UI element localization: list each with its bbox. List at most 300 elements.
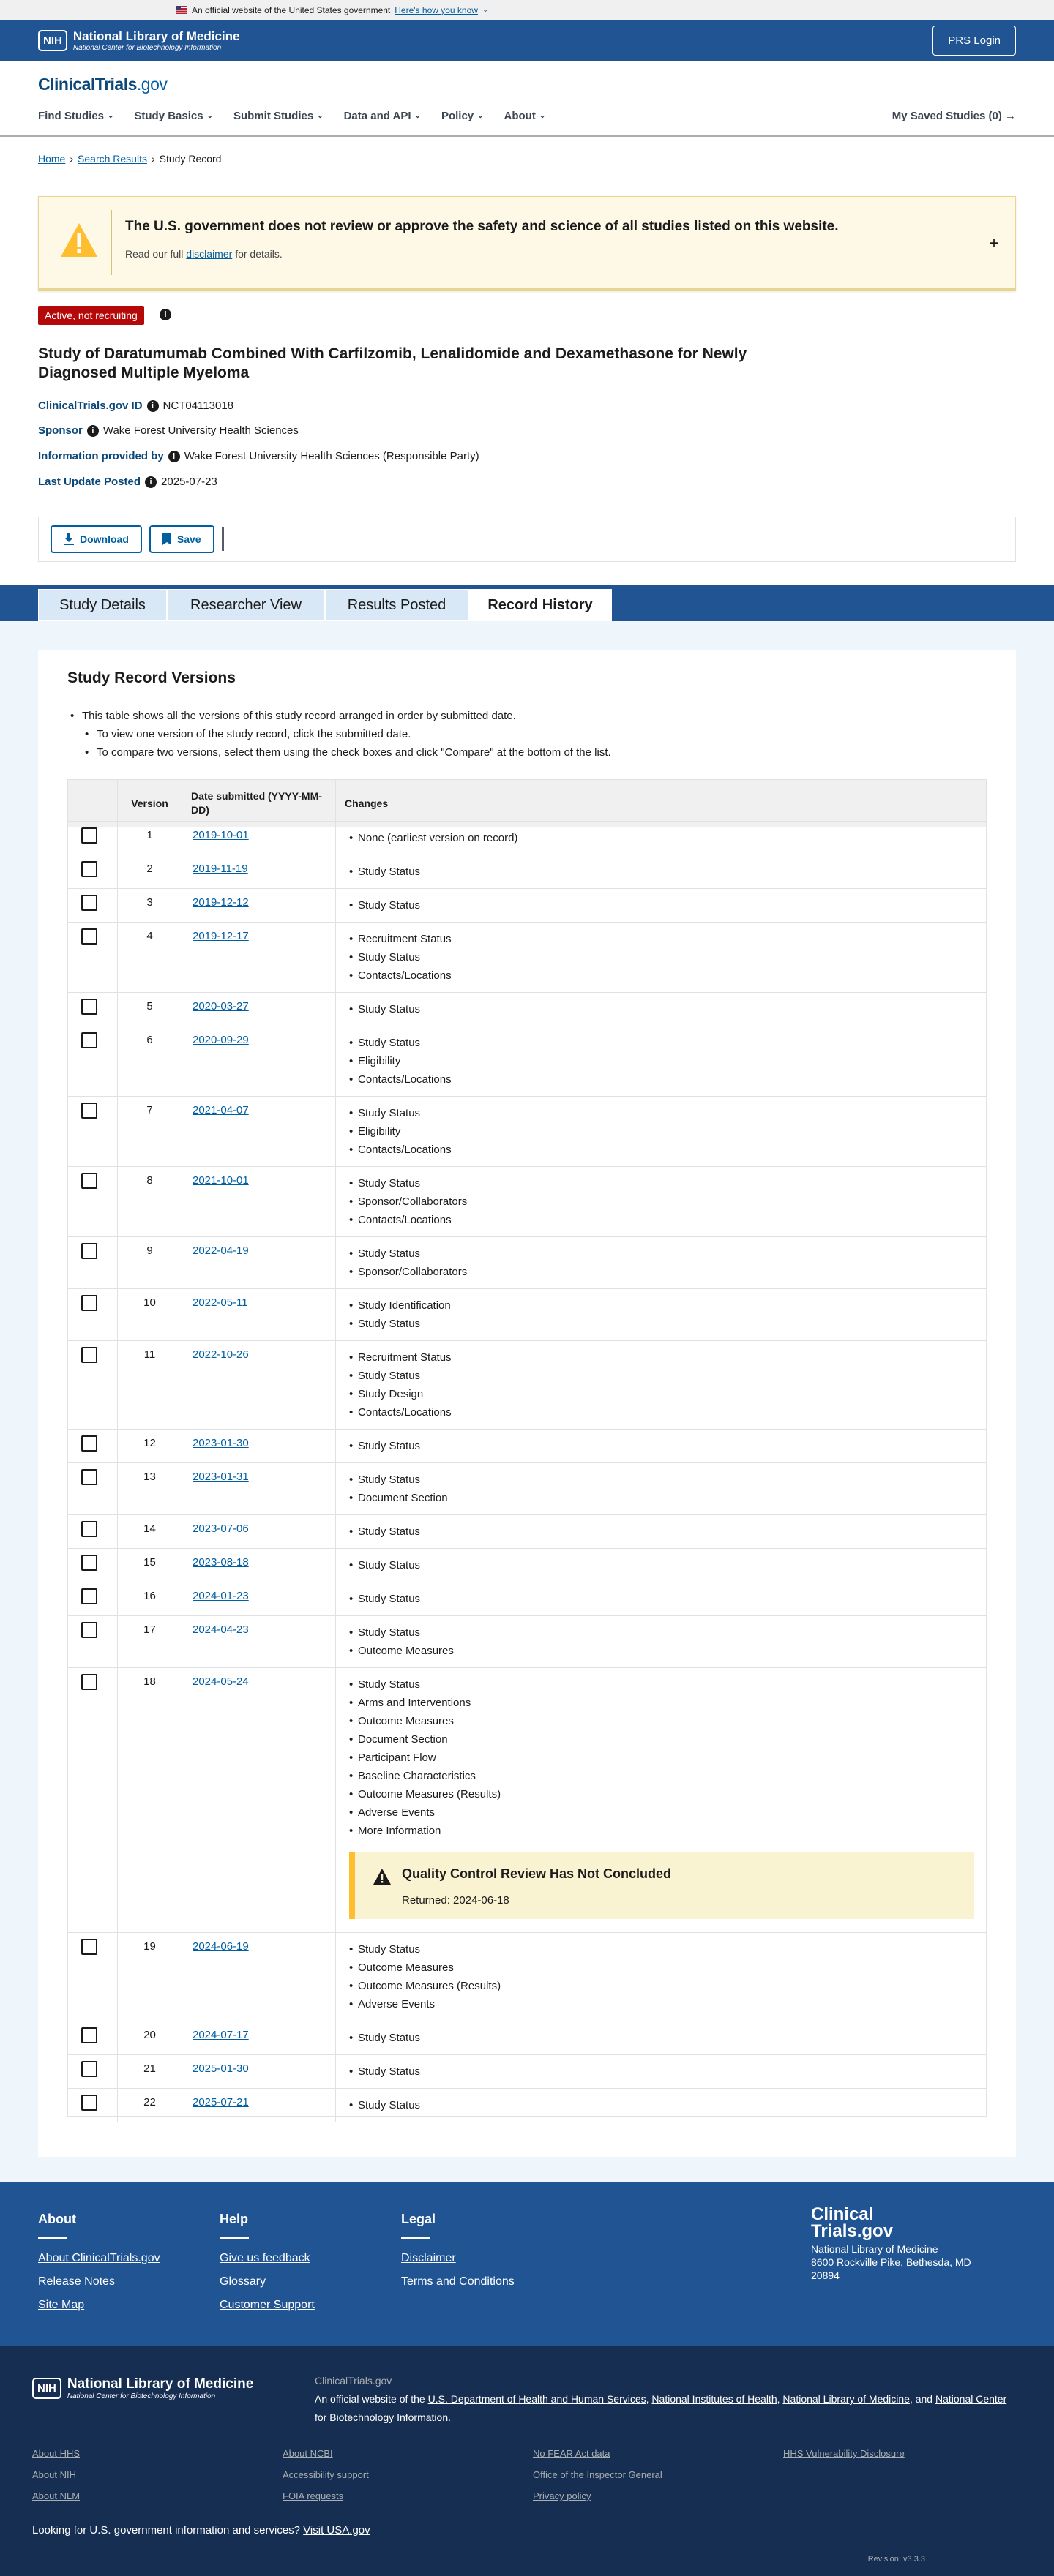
version-date-link[interactable]: 2021-04-07 (193, 1104, 249, 1116)
change-item: • Participant Flow (349, 1749, 986, 1767)
version-changes (336, 855, 986, 888)
version-changes (336, 2021, 986, 2054)
link-hhs[interactable]: U.S. Department of Health and Human Services (427, 2393, 646, 2405)
link-foia[interactable]: FOIA requests (283, 2490, 344, 2501)
footer-usa-gov (32, 2524, 370, 2536)
logo-suffix: .gov (136, 75, 168, 94)
id-value: NCT04113018 (162, 399, 233, 412)
change-item: • Study Design (349, 1385, 986, 1403)
download-button[interactable] (51, 525, 142, 553)
version-number: 22 (118, 2089, 182, 2122)
version-date-cell (182, 855, 336, 888)
version-checkbox[interactable] (81, 999, 97, 1015)
version-date-cell (182, 1026, 336, 1096)
footer-help-heading: Help (220, 2212, 249, 2226)
table-row (68, 2021, 986, 2054)
download-label: Download (80, 533, 129, 545)
footer-link-glossary[interactable]: Glossary (220, 2275, 266, 2288)
version-date-cell (182, 889, 336, 922)
link-no-fear[interactable]: No FEAR Act data (533, 2448, 610, 2459)
version-date-cell (182, 1668, 336, 1932)
version-checkbox[interactable] (81, 1521, 97, 1537)
intro-item: • To view one version of the study record, click the submitted date. (67, 725, 611, 743)
save-button[interactable] (149, 525, 214, 553)
tab-results-posted[interactable]: Results Posted (325, 589, 468, 621)
version-date-link[interactable]: 2022-10-26 (193, 1348, 249, 1361)
version-number: 19 (118, 1933, 182, 2021)
link-privacy[interactable]: Privacy policy (533, 2490, 591, 2501)
version-checkbox[interactable] (81, 1435, 97, 1452)
nav-label: Submit Studies (233, 110, 314, 122)
version-number: 10 (118, 1289, 182, 1340)
change-item: • Arms and Interventions (349, 1694, 986, 1712)
qc-alert (349, 1852, 974, 1919)
header-date: Date submitted (YYYY-MM-DD) (182, 780, 336, 827)
version-number: 3 (118, 889, 182, 922)
version-changes (336, 1097, 986, 1166)
version-date-link[interactable]: 2021-10-01 (193, 1174, 249, 1187)
footer-legal (401, 2212, 515, 2299)
nav-label: Find Studies (38, 110, 104, 122)
main-nav (38, 110, 545, 122)
change-item: • Study Status (349, 1104, 986, 1122)
footer-site-name: ClinicalTrials.gov (315, 2375, 392, 2387)
table-row (68, 1096, 986, 1166)
clinicaltrials-logo[interactable] (38, 75, 167, 94)
header-select (68, 780, 118, 827)
version-date-cell (182, 1933, 336, 2021)
link-nlm[interactable]: National Library of Medicine (782, 2393, 910, 2405)
version-select-cell (68, 923, 118, 992)
table-row (68, 2054, 986, 2088)
change-item: • Recruitment Status (349, 930, 986, 948)
info-icon[interactable]: i (168, 451, 180, 462)
version-checkbox[interactable] (81, 1347, 97, 1363)
version-date-link[interactable]: 2022-05-11 (193, 1296, 248, 1309)
table-row (68, 1340, 986, 1429)
version-number: 14 (118, 1515, 182, 1548)
version-date-cell (182, 1237, 336, 1288)
table-row (68, 1026, 986, 1096)
nlm-bar (0, 20, 1054, 61)
intro-item: • To compare two versions, select them using the check boxes and click "Compare" at the bottom of the list. (67, 743, 611, 762)
version-date-link[interactable]: 2020-03-27 (193, 1000, 249, 1013)
change-item: • Outcome Measures (349, 1712, 986, 1730)
version-date-link[interactable]: 2019-12-12 (193, 896, 249, 909)
version-date-cell (182, 2089, 336, 2122)
table-row (68, 855, 986, 888)
footer-link-release-notes[interactable]: Release Notes (38, 2275, 115, 2288)
footer-link-feedback[interactable]: Give us feedback (220, 2252, 310, 2264)
nih-logo-icon: NIH (38, 30, 67, 51)
version-date-link[interactable]: 2022-04-19 (193, 1244, 249, 1257)
version-select-cell (68, 1463, 118, 1514)
version-select-cell (68, 1167, 118, 1236)
change-item: • Study Status (349, 1623, 986, 1642)
nav-label: Data and API (343, 110, 411, 122)
version-select-cell (68, 1668, 118, 1932)
footer-street: 8600 Rockville Pike, Bethesda, MD 20894 (811, 2256, 971, 2281)
version-changes (336, 2055, 986, 2088)
version-number: 8 (118, 1167, 182, 1236)
version-changes (336, 1933, 986, 2021)
change-item: • Adverse Events (349, 1995, 986, 2013)
change-item: • Study Status (349, 948, 986, 966)
footer-official-text (315, 2372, 1017, 2427)
change-item: • More Information (349, 1822, 986, 1840)
version-number: 5 (118, 993, 182, 1026)
table-header (68, 780, 986, 827)
version-changes (336, 1430, 986, 1462)
version-checkbox[interactable] (81, 1588, 97, 1604)
version-number: 13 (118, 1463, 182, 1514)
version-changes (336, 1616, 986, 1667)
meta-sponsor (38, 424, 299, 437)
tab-researcher-view[interactable]: Researcher View (167, 589, 325, 621)
version-date-link[interactable]: 2023-08-18 (193, 1556, 249, 1569)
versions-intro (67, 707, 611, 762)
sponsor-value: Wake Forest University Health Sciences (102, 424, 299, 437)
link-usa-gov[interactable]: Visit USA.gov (303, 2524, 370, 2536)
change-item: • None (earliest version on record) (349, 829, 986, 847)
version-checkbox[interactable] (81, 2061, 97, 2077)
change-item: • Contacts/Locations (349, 1070, 986, 1089)
footer-help (220, 2212, 315, 2322)
header-changes: Changes (345, 797, 389, 809)
change-item: • Contacts/Locations (349, 1141, 986, 1159)
footer-rule (401, 2237, 430, 2239)
nav-label: Policy (441, 110, 474, 122)
expand-plus-icon[interactable]: + (988, 233, 999, 253)
info-icon[interactable]: i (87, 425, 99, 437)
version-select-cell (68, 1582, 118, 1615)
nav-about[interactable] (504, 110, 546, 122)
nav-submit-studies[interactable] (233, 110, 324, 122)
version-date-link[interactable]: 2025-07-21 (193, 2096, 249, 2109)
link-accessibility[interactable]: Accessibility support (283, 2469, 369, 2480)
link-vulnerability[interactable]: HHS Vulnerability Disclosure (783, 2448, 905, 2459)
version-date-link[interactable]: 2020-09-29 (193, 1034, 249, 1046)
version-checkbox[interactable] (81, 1674, 97, 1690)
version-date-cell (182, 1463, 336, 1514)
footer-links-col1 (32, 2448, 80, 2512)
version-date-link[interactable]: 2019-10-01 (193, 829, 249, 841)
version-checkbox[interactable] (81, 1939, 97, 1955)
gov-banner-link[interactable]: Here's how you know (395, 4, 478, 15)
footer-nlm-logo[interactable] (32, 2376, 253, 2400)
version-date-link[interactable]: 2019-11-19 (193, 863, 248, 875)
change-item: • Study Status (349, 1940, 986, 1959)
version-checkbox[interactable] (81, 928, 97, 945)
info-icon[interactable]: i (145, 476, 157, 488)
footer-about (38, 2212, 160, 2322)
version-select-cell (68, 1616, 118, 1667)
version-checkbox[interactable] (81, 1173, 97, 1189)
my-saved-studies-link[interactable]: My Saved Studies (0) → (892, 110, 1016, 122)
link-about-nlm[interactable]: About NLM (32, 2490, 81, 2501)
version-date-link[interactable]: 2024-06-19 (193, 1940, 249, 1953)
ncbi-name: National Center for Biotechnology Information (67, 2392, 216, 2400)
versions-heading: Study Record Versions (67, 669, 236, 686)
footer-link-terms[interactable]: Terms and Conditions (401, 2275, 515, 2288)
version-date-link[interactable]: 2023-01-31 (193, 1471, 249, 1483)
version-number: 17 (118, 1616, 182, 1667)
footer-ct-logo[interactable]: Clinical Trials.gov (811, 2204, 894, 2241)
table-row (68, 1667, 986, 1932)
table-row (68, 922, 986, 992)
version-date-cell (182, 1097, 336, 1166)
tab-study-details[interactable]: Study Details (38, 589, 167, 621)
chevron-down-icon: ⌄ (414, 112, 421, 120)
chevron-down-icon: ⌄ (206, 112, 213, 120)
version-select-cell (68, 1515, 118, 1548)
change-item: • Study Status (349, 1034, 986, 1052)
version-select-cell (68, 822, 118, 855)
change-item: • Contacts/Locations (349, 1211, 986, 1229)
action-bar (38, 517, 1016, 562)
sponsor-label: Sponsor (38, 424, 83, 437)
versions-table (67, 779, 987, 2117)
footer-about-heading: About (38, 2212, 76, 2226)
version-checkbox[interactable] (81, 1622, 97, 1638)
version-date-cell (182, 1341, 336, 1429)
version-select-cell (68, 1237, 118, 1288)
version-date-link[interactable]: 2024-07-17 (193, 2029, 249, 2041)
version-select-cell (68, 1430, 118, 1462)
version-select-cell (68, 855, 118, 888)
footer-links-col2 (283, 2448, 369, 2512)
breadcrumb-search-results[interactable]: Search Results (78, 153, 147, 165)
warning-icon (373, 1868, 392, 1885)
change-item: • Study Status (349, 1471, 986, 1489)
nav-data-api[interactable] (344, 110, 421, 122)
version-checkbox[interactable] (81, 1295, 97, 1311)
link-about-nih[interactable]: About NIH (32, 2469, 76, 2480)
table-row (68, 1462, 986, 1514)
action-divider (222, 527, 224, 551)
revision-text: Revision: v3.3.3 (867, 2555, 925, 2564)
version-changes (336, 2089, 986, 2122)
version-checkbox[interactable] (81, 827, 97, 844)
change-item: • Outcome Measures (349, 1642, 986, 1660)
version-checkbox[interactable] (81, 2027, 97, 2043)
version-select-cell (68, 1026, 118, 1096)
change-item: • Study Status (349, 1367, 986, 1385)
link-ncbi[interactable]: National Center for Biotechnology Information (315, 2393, 1007, 2423)
footer-org: National Library of Medicine (811, 2243, 938, 2255)
version-checkbox[interactable] (81, 2095, 97, 2111)
change-item: • Outcome Measures (349, 1959, 986, 1977)
version-checkbox[interactable] (81, 1032, 97, 1048)
version-select-cell (68, 1289, 118, 1340)
change-item: • Recruitment Status (349, 1348, 986, 1367)
version-changes (336, 1668, 986, 1932)
chevron-down-icon: ⌄ (108, 112, 114, 120)
version-date-cell (182, 2055, 336, 2088)
version-date-link[interactable]: 2023-07-06 (193, 1522, 249, 1535)
footer-main (0, 2182, 1054, 2346)
version-changes (336, 822, 986, 855)
nav-study-basics[interactable] (134, 110, 213, 122)
version-changes (336, 1582, 986, 1615)
version-number: 21 (118, 2055, 182, 2088)
table-row (68, 1548, 986, 1582)
update-label: Last Update Posted (38, 476, 141, 488)
version-checkbox[interactable] (81, 1243, 97, 1259)
breadcrumb-home[interactable]: Home (38, 153, 66, 165)
chevron-right-icon: › (151, 153, 155, 165)
usa-pre: Looking for U.S. government information and services? (32, 2524, 301, 2536)
change-item: • Study Status (349, 1522, 986, 1541)
prs-login-button[interactable]: PRS Login (932, 26, 1016, 56)
disclaimer-title: The U.S. government does not review or approve the safety and science of all studies listed on this website. (125, 219, 839, 234)
change-item: • Study Status (349, 1556, 986, 1574)
change-item: • Study Status (349, 2062, 986, 2081)
site-header (0, 61, 1054, 137)
table-row (68, 2088, 986, 2122)
version-number: 20 (118, 2021, 182, 2054)
table-row (68, 1288, 986, 1340)
nav-find-studies[interactable] (38, 110, 113, 122)
nlm-name: National Library of Medicine (67, 2376, 254, 2392)
change-item: • Sponsor/Collaborators (349, 1193, 986, 1211)
disclaimer-link[interactable]: disclaimer (186, 248, 233, 260)
version-changes (336, 1289, 986, 1340)
tab-record-history[interactable]: Record History (468, 589, 612, 621)
link-oig[interactable]: Office of the Inspector General (533, 2469, 662, 2480)
change-item: • Baseline Characteristics (349, 1767, 986, 1785)
footer-link-support[interactable]: Customer Support (220, 2299, 315, 2311)
change-item: • Eligibility (349, 1052, 986, 1070)
nav-policy[interactable] (441, 110, 484, 122)
nav-label: Study Basics (134, 110, 203, 122)
version-number: 18 (118, 1668, 182, 1932)
table-row (68, 821, 986, 855)
link-about-hhs[interactable]: About HHS (32, 2448, 81, 2459)
version-date-cell (182, 1167, 336, 1236)
bookmark-icon (162, 533, 171, 545)
disclaimer-text (125, 248, 283, 260)
link-nih[interactable]: National Institutes of Health (651, 2393, 777, 2405)
version-date-link[interactable]: 2024-04-23 (193, 1623, 249, 1636)
table-row (68, 1932, 986, 2021)
nlm-name: National Library of Medicine (72, 29, 240, 43)
change-item: • Outcome Measures (Results) (349, 1785, 986, 1803)
version-changes (336, 1549, 986, 1582)
change-item: • Contacts/Locations (349, 1403, 986, 1422)
info-label: Information provided by (38, 450, 164, 462)
change-item: • Study Identification (349, 1296, 986, 1315)
change-item: • Study Status (349, 1590, 986, 1608)
version-number: 1 (118, 822, 182, 855)
gov-banner-text: An official website of the United States government (192, 4, 391, 15)
version-date-link[interactable]: 2023-01-30 (193, 1437, 249, 1449)
update-value: 2025-07-23 (161, 476, 217, 488)
change-item: • Study Status (349, 1675, 986, 1694)
change-item: • Study Status (349, 2096, 986, 2114)
version-checkbox[interactable] (81, 1469, 97, 1485)
version-select-cell (68, 1933, 118, 2021)
chevron-down-icon: ⌄ (482, 6, 489, 14)
table-row (68, 1429, 986, 1462)
footer-rule (38, 2237, 67, 2239)
gov-banner (0, 0, 1054, 20)
version-changes (336, 889, 986, 922)
change-item: • Document Section (349, 1489, 986, 1507)
nih-logo-icon: NIH (32, 2378, 61, 2399)
change-item: • Eligibility (349, 1122, 986, 1141)
nlm-logo[interactable] (38, 29, 240, 52)
info-icon[interactable]: i (147, 400, 159, 412)
version-number: 15 (118, 1549, 182, 1582)
version-select-cell (68, 889, 118, 922)
qc-title: Quality Control Review Has Not Concluded (402, 1866, 672, 1881)
version-select-cell (68, 2089, 118, 2122)
chevron-down-icon: ⌄ (477, 112, 484, 120)
footer-link-about-ct[interactable]: About ClinicalTrials.gov (38, 2252, 160, 2264)
footer-link-site-map[interactable]: Site Map (38, 2299, 85, 2311)
info-value: Wake Forest University Health Sciences (Responsible Party) (184, 450, 479, 462)
version-date-cell (182, 1616, 336, 1667)
logo-main: ClinicalTrials (38, 75, 137, 94)
intro-item: • This table shows all the versions of this study record arranged in order by submitted date. (67, 707, 611, 725)
version-date-cell (182, 1549, 336, 1582)
footer-identifier (0, 2346, 1054, 2576)
disclaimer-pre: Read our full (125, 248, 184, 260)
version-date-link[interactable]: 2019-12-17 (193, 930, 249, 942)
version-number: 11 (118, 1341, 182, 1429)
meta-id (38, 399, 233, 412)
version-date-link[interactable]: 2024-01-23 (193, 1590, 249, 1602)
version-changes (336, 1515, 986, 1548)
change-item: • Sponsor/Collaborators (349, 1263, 986, 1281)
version-checkbox[interactable] (81, 861, 97, 877)
change-item: • Study Status (349, 2029, 986, 2047)
version-date-cell (182, 923, 336, 992)
tabs-bar (0, 585, 1054, 621)
version-changes (336, 1341, 986, 1429)
disclaimer-alert (38, 196, 1016, 291)
info-icon[interactable]: i (160, 309, 171, 320)
record-history-card (38, 650, 1016, 2157)
version-changes (336, 1237, 986, 1288)
breadcrumb (38, 153, 221, 165)
version-select-cell (68, 2055, 118, 2088)
footer-links-col3 (533, 2448, 662, 2512)
us-flag-icon (176, 6, 187, 14)
version-date-link[interactable]: 2025-01-30 (193, 2062, 249, 2075)
version-checkbox[interactable] (81, 1555, 97, 1571)
footer-link-disclaimer[interactable]: Disclaimer (401, 2252, 456, 2264)
version-checkbox[interactable] (81, 1103, 97, 1119)
version-number: 2 (118, 855, 182, 888)
change-item: • Adverse Events (349, 1803, 986, 1822)
table-row (68, 1236, 986, 1288)
version-number: 4 (118, 923, 182, 992)
table-row (68, 888, 986, 922)
version-date-link[interactable]: 2024-05-24 (193, 1675, 249, 1688)
change-item: • Document Section (349, 1730, 986, 1749)
link-about-ncbi[interactable]: About NCBI (283, 2448, 333, 2459)
version-checkbox[interactable] (81, 895, 97, 911)
version-select-cell (68, 1097, 118, 1166)
change-item: • Study Status (349, 1000, 986, 1018)
status-badge: Active, not recruiting (38, 306, 144, 325)
chevron-down-icon: ⌄ (539, 112, 546, 120)
version-changes (336, 993, 986, 1026)
version-changes (336, 1167, 986, 1236)
version-select-cell (68, 2021, 118, 2054)
